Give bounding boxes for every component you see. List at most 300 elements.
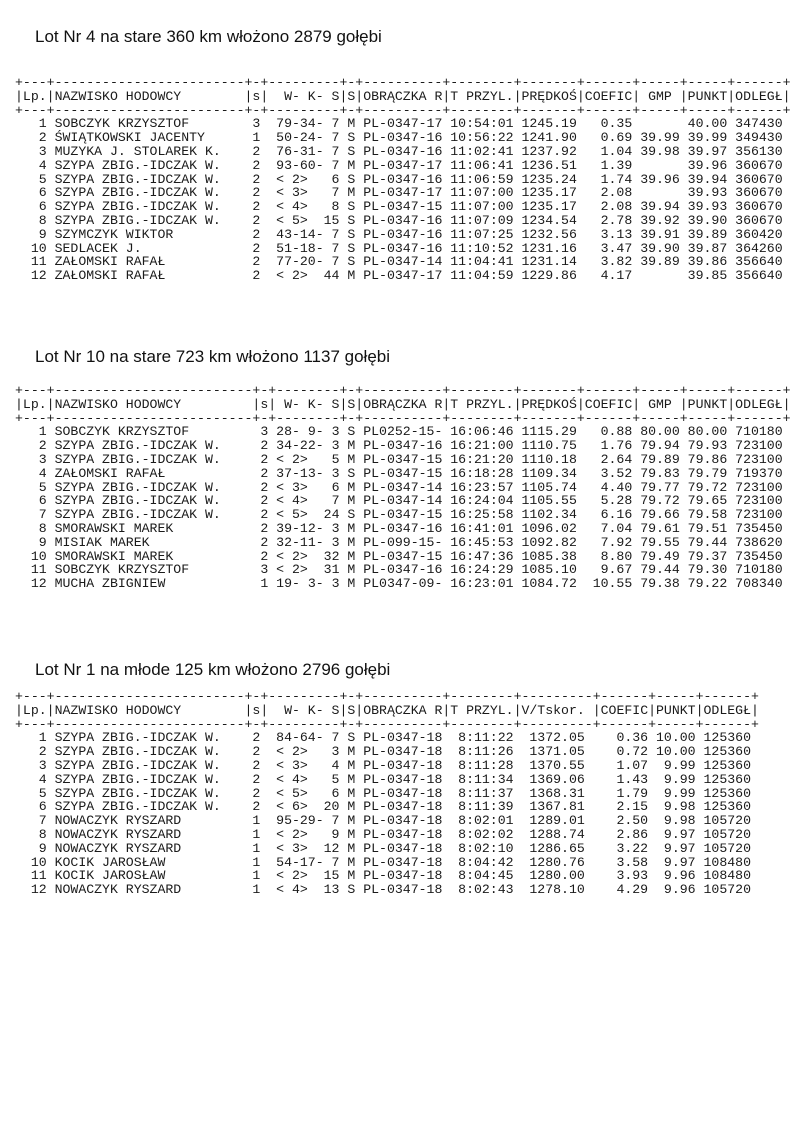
cell-gmp: 39.99 <box>640 130 680 146</box>
column-separator <box>260 813 268 828</box>
column-separator <box>727 144 735 159</box>
column-separator <box>577 116 585 131</box>
column-separator <box>260 772 268 787</box>
cell-ring: PL-0347-15 <box>363 451 443 467</box>
cell-coef: 2.15 <box>616 799 649 815</box>
column-separator <box>727 158 735 173</box>
column-separator <box>268 549 276 564</box>
column-separator <box>632 130 640 145</box>
column-separator <box>268 507 276 522</box>
column-separator <box>680 576 688 591</box>
cell-s: 2 <box>260 438 269 454</box>
column-separator <box>15 493 23 508</box>
column-separator <box>47 549 55 564</box>
cell-lp: 11 <box>30 562 47 578</box>
column-separator <box>593 772 601 787</box>
cell-sex: M <box>347 268 356 284</box>
cell-speed: 1371.05 <box>529 744 585 760</box>
cell-sex: M <box>347 868 356 884</box>
column-separator <box>648 786 656 801</box>
cell-time: 11:07:09 <box>450 212 514 228</box>
cell-gmp: 79.44 <box>640 562 680 578</box>
column-separator: | <box>513 702 522 718</box>
column-separator <box>727 493 735 508</box>
column-separator <box>680 116 688 131</box>
cell-speed: 1109.34 <box>521 465 577 481</box>
cell-lp: 8 <box>38 212 47 228</box>
column-separator <box>680 199 688 214</box>
column-separator <box>339 185 347 200</box>
cell-speed: 1105.74 <box>521 479 577 495</box>
cell-wks: < 2> 15 <box>276 868 340 884</box>
cell-s: 1 <box>252 130 261 146</box>
cell-name: SZYMCZYK WIKTOR <box>54 226 174 242</box>
cell-wks: 37-13- 3 <box>276 465 340 481</box>
table-row <box>15 425 791 439</box>
column-separator <box>268 466 276 481</box>
cell-odl: 710180 <box>735 562 783 578</box>
cell-punkt: 79.72 <box>687 479 728 495</box>
column-separator <box>727 241 735 256</box>
column-separator <box>442 841 450 856</box>
cell-punkt: 9.99 <box>663 785 696 801</box>
race-title-1: Lot Nr 4 na stare 360 km włożono 2879 gołębi <box>35 27 382 46</box>
cell-ring: PL-0347-18 <box>363 854 443 870</box>
cell-time: 16:45:53 <box>450 534 514 550</box>
column-separator <box>339 772 347 787</box>
cell-odl: 349430 <box>735 130 783 146</box>
cell-speed: 1235.24 <box>521 171 577 187</box>
column-separator <box>15 576 23 591</box>
column-separator <box>514 254 522 269</box>
column-separator <box>15 466 23 481</box>
column-separator <box>514 772 522 787</box>
column-separator: | <box>727 88 736 104</box>
cell-wks: < 2> 31 <box>276 562 340 578</box>
column-separator <box>355 786 363 801</box>
column-separator <box>245 199 253 214</box>
column-separator <box>339 855 347 870</box>
cell-wks: 32-11- 3 <box>276 534 340 550</box>
column-separator <box>260 227 268 242</box>
column-separator <box>442 254 450 269</box>
cell-coef: 7.04 <box>600 520 633 536</box>
column-separator <box>727 227 735 242</box>
cell-wks: < 2> 44 <box>276 268 340 284</box>
column-separator <box>355 868 363 883</box>
column-separator <box>245 158 253 173</box>
cell-lp: 9 <box>38 226 47 242</box>
cell-ring: PL-0347-15 <box>363 199 443 215</box>
column-separator: | <box>632 88 641 104</box>
cell-lp: 2 <box>38 744 47 760</box>
column-separator <box>260 786 268 801</box>
cell-gmp: 79.89 <box>640 451 680 467</box>
cell-lp: 11 <box>30 868 47 884</box>
column-separator <box>648 882 656 897</box>
cell-ring: PL-0347-15 <box>363 465 443 481</box>
column-separator <box>47 786 55 801</box>
cell-name: SZYPA ZBIG.-IDCZAK W. <box>54 451 221 467</box>
cell-ring: PL-0347-15 <box>363 548 443 564</box>
column-separator <box>252 535 260 550</box>
column-separator <box>442 576 450 591</box>
cell-coef: 0.69 <box>600 130 633 146</box>
cell-ring: PL-0347-18 <box>363 799 443 815</box>
cell-lp: 12 <box>30 882 47 898</box>
column-separator <box>577 507 585 522</box>
table-row <box>15 536 791 550</box>
column-separator <box>514 116 522 131</box>
cell-sex: S <box>347 143 356 159</box>
column-separator <box>632 116 640 131</box>
column-separator <box>632 424 640 439</box>
cell-coef: 3.13 <box>600 226 633 242</box>
cell-odl: 125360 <box>703 730 751 746</box>
cell-speed: 1085.38 <box>521 548 577 564</box>
column-separator <box>632 452 640 467</box>
cell-name: SZYPA ZBIG.-IDCZAK W. <box>54 507 221 523</box>
column-separator: | <box>576 88 585 104</box>
column-header-punkt: PUNKT <box>687 396 728 412</box>
column-separator <box>47 799 55 814</box>
column-separator: | <box>442 88 451 104</box>
column-separator <box>632 507 640 522</box>
column-separator <box>648 772 656 787</box>
column-separator <box>593 786 601 801</box>
cell-time: 16:41:01 <box>450 520 514 536</box>
cell-punkt: 10.00 <box>656 730 696 746</box>
cell-ring: PL-0347-17 <box>363 116 443 132</box>
cell-speed: 1115.29 <box>521 424 577 440</box>
column-separator <box>47 521 55 536</box>
cell-sex: S <box>347 507 356 523</box>
column-separator <box>47 480 55 495</box>
cell-odl: 723100 <box>735 479 783 495</box>
column-separator: | <box>339 702 348 718</box>
cell-s: 2 <box>260 465 269 481</box>
column-separator <box>680 549 688 564</box>
column-separator <box>727 185 735 200</box>
column-separator <box>245 758 253 773</box>
column-separator <box>339 799 347 814</box>
column-separator <box>593 758 601 773</box>
column-separator <box>268 562 276 577</box>
cell-s: 2 <box>260 451 269 467</box>
cell-lp: 10 <box>30 240 47 256</box>
cell-coef: 1.04 <box>600 143 633 159</box>
cell-wks: 43-14- 7 <box>276 226 340 242</box>
column-separator <box>514 868 522 883</box>
column-separator <box>355 452 363 467</box>
cell-odl: 360420 <box>735 226 783 242</box>
cell-punkt: 39.86 <box>687 254 728 270</box>
column-separator <box>15 799 23 814</box>
column-separator <box>514 882 522 897</box>
column-header-gmp: GMP <box>648 396 672 412</box>
cell-odl: 347430 <box>735 116 783 132</box>
column-separator <box>15 480 23 495</box>
table-row <box>15 453 791 467</box>
table-border: +---+-------------------------+-+--------+-+----------+--------+-------+------+-----+-----+------+ <box>15 410 791 426</box>
column-separator <box>593 868 601 883</box>
cell-name: SOBCZYK KRZYSZTOF <box>54 562 190 578</box>
column-separator <box>355 521 363 536</box>
column-separator <box>339 507 347 522</box>
column-separator <box>514 144 522 159</box>
cell-name: SZYPA ZBIG.-IDCZAK W. <box>54 212 221 228</box>
cell-lp: 10 <box>30 548 47 564</box>
column-separator <box>260 827 268 842</box>
column-separator <box>727 213 735 228</box>
cell-s: 2 <box>260 479 269 495</box>
cell-sex: M <box>347 562 356 578</box>
column-separator <box>355 158 363 173</box>
column-separator <box>680 172 688 187</box>
column-separator <box>648 744 656 759</box>
cell-punkt: 79.65 <box>687 493 728 509</box>
cell-name: NOWACZYK RYSZARD <box>54 882 182 898</box>
column-separator <box>514 466 522 481</box>
column-separator <box>15 730 23 745</box>
table-row <box>15 828 759 842</box>
cell-ring: PL-0347-18 <box>363 744 443 760</box>
table-row <box>15 228 791 242</box>
cell-speed: 1110.75 <box>521 438 577 454</box>
column-separator <box>696 772 704 787</box>
column-separator <box>696 786 704 801</box>
column-separator <box>593 799 601 814</box>
column-separator <box>442 744 450 759</box>
cell-speed: 1368.31 <box>529 785 585 801</box>
cell-odl: 125360 <box>703 771 751 787</box>
cell-s: 1 <box>260 576 269 592</box>
cell-ring: PL-0347-17 <box>363 268 443 284</box>
column-separator <box>696 758 704 773</box>
column-header-ring: OBRĄCZKA R <box>363 396 443 412</box>
column-separator <box>680 480 688 495</box>
cell-punkt: 79.79 <box>687 465 728 481</box>
column-separator <box>339 254 347 269</box>
column-separator <box>593 841 601 856</box>
cell-wks: 76-31- 7 <box>276 143 340 159</box>
cell-ring: PL0252-15- <box>363 424 443 440</box>
cell-speed: 1105.55 <box>521 493 577 509</box>
column-separator <box>727 452 735 467</box>
column-separator <box>47 268 55 283</box>
column-separator <box>245 116 253 131</box>
cell-ring: PL-0347-18 <box>363 757 443 773</box>
cell-time: 8:11:22 <box>458 730 514 746</box>
cell-gmp: 79.77 <box>640 479 680 495</box>
cell-speed: 1237.92 <box>521 143 577 159</box>
cell-s: 3 <box>252 116 261 132</box>
column-separator <box>593 730 601 745</box>
cell-gmp: 39.98 <box>640 143 680 159</box>
column-separator <box>680 144 688 159</box>
cell-name: NOWACZYK RYSZARD <box>54 840 182 856</box>
cell-odl: 125360 <box>703 785 751 801</box>
cell-lp: 12 <box>30 268 47 284</box>
column-separator <box>680 130 688 145</box>
column-separator <box>47 868 55 883</box>
column-separator <box>514 424 522 439</box>
column-separator: | <box>648 702 657 718</box>
table-row <box>15 159 791 173</box>
table-row <box>15 759 759 773</box>
cell-s: 2 <box>252 744 261 760</box>
table-row <box>15 800 759 814</box>
cell-odl: 735450 <box>735 548 783 564</box>
column-separator <box>442 827 450 842</box>
cell-ring: PL-0347-16 <box>363 171 443 187</box>
column-separator <box>339 758 347 773</box>
cell-punkt: 9.97 <box>663 826 696 842</box>
column-separator <box>727 116 735 131</box>
cell-odl: 105720 <box>703 882 751 898</box>
column-separator <box>577 424 585 439</box>
column-separator <box>632 254 640 269</box>
cell-punkt: 39.99 <box>687 130 728 146</box>
column-separator <box>339 199 347 214</box>
column-header-lp: Lp. <box>22 702 47 718</box>
column-separator <box>47 213 55 228</box>
cell-lp: 4 <box>38 465 47 481</box>
cell-punkt: 9.99 <box>663 771 696 787</box>
cell-speed: 1085.10 <box>521 562 577 578</box>
column-separator <box>696 855 704 870</box>
cell-lp: 7 <box>38 507 47 523</box>
cell-odl: 708340 <box>735 576 783 592</box>
cell-wks: 28- 9- 3 <box>276 424 340 440</box>
cell-time: 16:18:28 <box>450 465 514 481</box>
column-separator <box>245 172 253 187</box>
cell-coef: 1.74 <box>600 171 633 187</box>
table-row <box>15 577 791 591</box>
column-separator <box>680 438 688 453</box>
column-separator <box>260 185 268 200</box>
column-separator <box>680 493 688 508</box>
column-separator: | <box>355 88 364 104</box>
cell-ring: PL-0347-18 <box>363 840 443 856</box>
column-separator: | <box>244 702 253 718</box>
cell-time: 11:07:00 <box>450 185 514 201</box>
cell-lp: 9 <box>38 534 47 550</box>
column-separator <box>442 507 450 522</box>
column-separator <box>577 213 585 228</box>
column-separator <box>245 268 253 283</box>
column-separator <box>252 493 260 508</box>
column-separator <box>47 827 55 842</box>
column-separator <box>339 493 347 508</box>
cell-wks: < 2> 3 <box>276 744 340 760</box>
column-separator <box>648 841 656 856</box>
column-separator <box>260 130 268 145</box>
column-separator <box>15 855 23 870</box>
cell-wks: < 4> 8 <box>276 199 340 215</box>
cell-coef: 2.08 <box>600 185 633 201</box>
column-separator <box>245 827 253 842</box>
cell-sex: M <box>347 493 356 509</box>
column-separator <box>245 799 253 814</box>
table-header-row <box>15 704 759 718</box>
cell-ring: PL-0347-17 <box>363 157 443 173</box>
column-separator: | <box>679 88 688 104</box>
column-separator <box>355 799 363 814</box>
column-separator <box>355 730 363 745</box>
column-separator <box>442 493 450 508</box>
cell-name: NOWACZYK RYSZARD <box>54 826 182 842</box>
column-separator <box>442 466 450 481</box>
table-row <box>15 869 759 883</box>
column-separator <box>577 227 585 242</box>
column-separator <box>260 758 268 773</box>
column-separator <box>514 576 522 591</box>
table-row <box>15 842 759 856</box>
column-separator <box>47 507 55 522</box>
cell-lp: 3 <box>38 451 47 467</box>
cell-time: 8:02:10 <box>458 840 514 856</box>
column-separator <box>355 535 363 550</box>
column-separator: | <box>442 396 451 412</box>
column-separator <box>442 535 450 550</box>
cell-speed: 1280.76 <box>529 854 585 870</box>
column-separator <box>577 185 585 200</box>
cell-wks: 95-29- 7 <box>276 813 340 829</box>
column-header-wks: W- K- S <box>284 88 340 104</box>
column-separator <box>442 172 450 187</box>
cell-name: SZYPA ZBIG.-IDCZAK W. <box>54 438 221 454</box>
column-separator <box>632 466 640 481</box>
column-separator <box>442 213 450 228</box>
cell-lp: 11 <box>30 254 47 270</box>
column-separator <box>268 535 276 550</box>
column-separator <box>727 199 735 214</box>
column-separator <box>245 185 253 200</box>
column-separator <box>514 452 522 467</box>
cell-wks: 93-60- 7 <box>276 157 340 173</box>
cell-s: 1 <box>252 854 261 870</box>
cell-punkt: 39.89 <box>687 226 728 242</box>
column-separator <box>648 813 656 828</box>
cell-speed: 1110.18 <box>521 451 577 467</box>
column-separator <box>15 562 23 577</box>
column-separator <box>47 144 55 159</box>
cell-speed: 1232.56 <box>521 226 577 242</box>
column-separator <box>696 799 704 814</box>
cell-wks: 34-22- 3 <box>276 438 340 454</box>
column-separator <box>442 772 450 787</box>
column-separator <box>339 438 347 453</box>
table-row <box>15 550 791 564</box>
table-border: +---+------------------------+-+---------+-+----------+--------+---------+------+-----+------+ <box>15 689 759 704</box>
column-separator <box>514 841 522 856</box>
column-separator <box>727 521 735 536</box>
cell-punkt: 79.51 <box>687 520 728 536</box>
column-separator <box>355 813 363 828</box>
column-separator <box>47 730 55 745</box>
column-separator <box>648 827 656 842</box>
cell-ring: PL-0347-16 <box>363 438 443 454</box>
cell-wks: 77-20- 7 <box>276 254 340 270</box>
cell-wks: < 3> 4 <box>276 757 340 773</box>
column-separator: | <box>632 396 641 412</box>
column-header-name: NAZWISKO HODOWCY <box>54 396 182 412</box>
cell-punkt: 39.90 <box>687 212 728 228</box>
cell-time: 16:21:00 <box>450 438 514 454</box>
column-separator <box>577 576 585 591</box>
column-separator <box>339 841 347 856</box>
